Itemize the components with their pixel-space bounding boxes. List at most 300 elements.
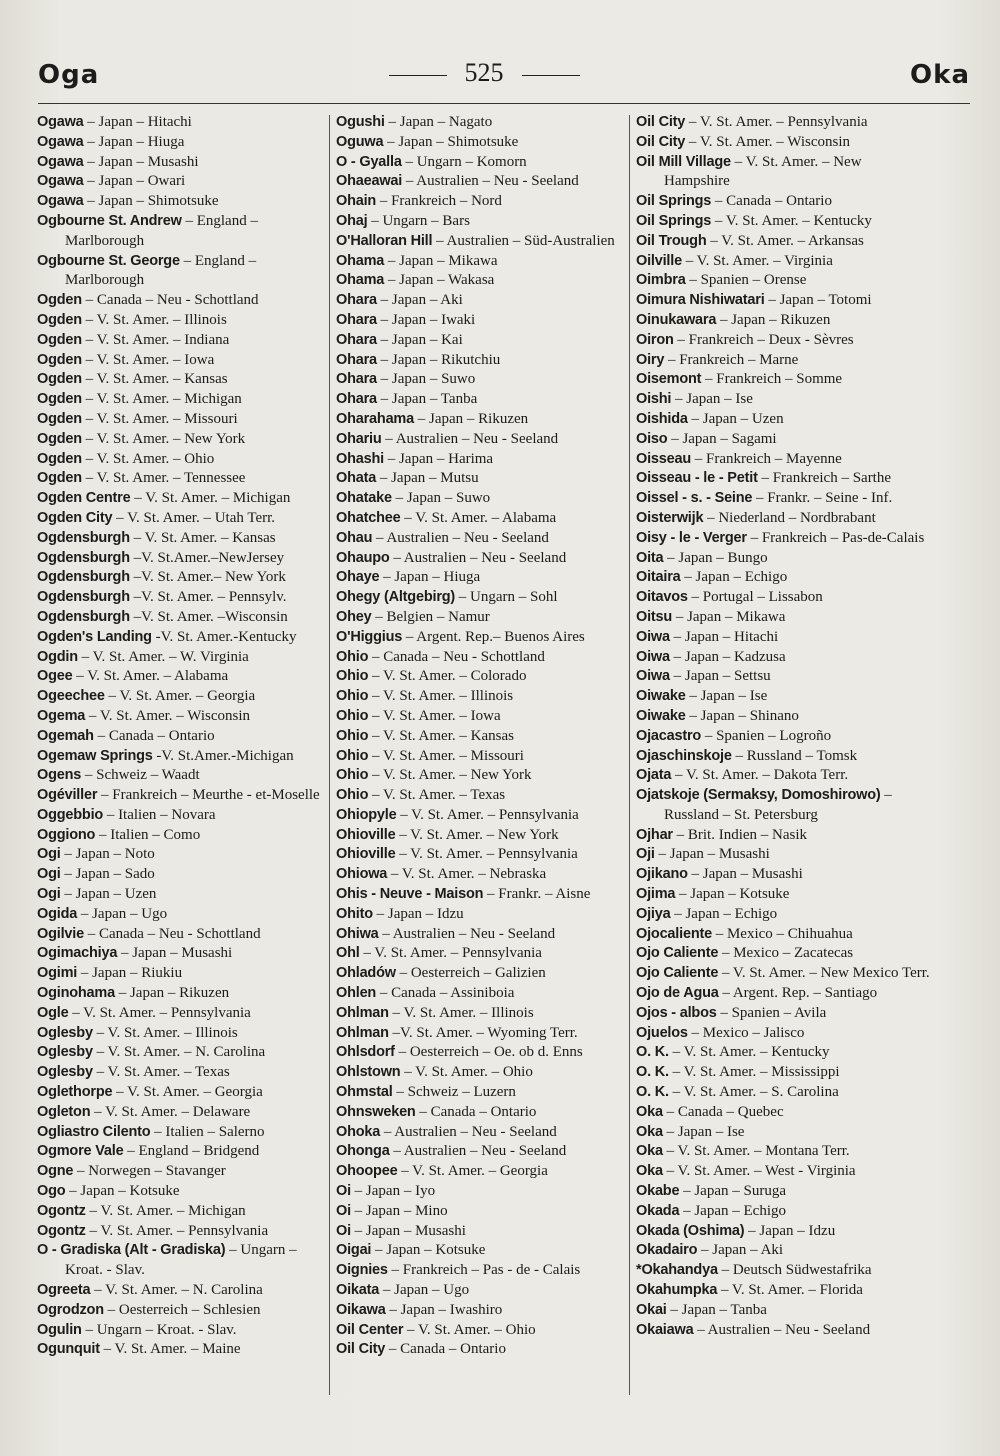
entry: [636, 252, 930, 272]
entry: [37, 1024, 329, 1044]
entry-name: Ogleton: [37, 1103, 91, 1120]
entry-name: *Okahandya: [636, 1262, 718, 1279]
entry: [37, 1340, 329, 1360]
entry-name: Ogontz: [37, 1202, 86, 1219]
entry: [636, 905, 930, 925]
entry-name: Ohaye: [336, 569, 380, 586]
entry-name: Ohis - Neuve - Maison: [336, 886, 484, 903]
entry-location: –V. St. Amer. –Wisconsin: [129, 608, 288, 625]
entry-location: – V. St. Amer. – Kansas: [368, 727, 514, 744]
entry: [636, 1222, 930, 1242]
entry-location: – Japan – Musashi: [83, 153, 199, 170]
entry-name: Ojocaliente: [636, 925, 712, 942]
entry: [636, 271, 930, 291]
entry-location: – V. St. Amer. – Pennsylvania: [685, 114, 868, 130]
entry: [37, 351, 329, 371]
entry-location: – Australien – Neu - Seeland: [389, 1143, 567, 1160]
entry: [336, 410, 628, 430]
entry: [336, 1281, 628, 1301]
entry: [37, 1004, 329, 1024]
entry-location: – Argent. Rep. – Santiago: [718, 985, 878, 1002]
entry-name: Oiwa: [636, 668, 670, 685]
entry-location: – V. St. Amer. – Georgia: [112, 1084, 263, 1101]
entry-name: Ogens: [37, 767, 82, 784]
entry: [336, 509, 628, 529]
entry-name: Oitaira: [636, 569, 681, 586]
entry: [37, 667, 329, 687]
entry: [336, 707, 628, 727]
entry-location: – Belgien – Namur: [371, 608, 490, 625]
entry-name: Oil City: [636, 133, 686, 150]
entry: [37, 845, 329, 865]
entry-name: Ohio: [336, 787, 369, 804]
entry: [636, 529, 930, 549]
entry: [37, 1103, 329, 1123]
entry: [636, 1281, 930, 1301]
entry-name: Ohlen: [336, 985, 377, 1002]
entry-location: – Japan – Iwaki: [376, 311, 476, 328]
entry-location: – Australien – Neu - Seeland: [389, 549, 567, 566]
entry-location: – V. St. Amer. – Alabama: [72, 668, 229, 685]
entry-location: – Australien – Neu - Seeland: [402, 173, 579, 190]
entry: [636, 549, 930, 569]
entry-name: Ojo Caliente: [636, 965, 719, 982]
entry-location: – Mexico – Chihuahua: [711, 925, 853, 942]
entry-name: Oglethorpe: [37, 1084, 113, 1101]
entry-location: – V. St. Amer. – Ohio: [81, 450, 215, 467]
entry: [336, 944, 628, 964]
entry-name: Ohara: [336, 371, 377, 388]
entry-location: –V. St. Amer.– New York: [129, 569, 286, 586]
entry-name: Ojuelos: [636, 1024, 688, 1041]
entry: [336, 1004, 628, 1024]
entry-name: Ogden: [37, 371, 82, 388]
entry-location: –V. St.Amer.–NewJersey: [129, 549, 285, 566]
entry: [336, 806, 628, 826]
entry: [37, 1222, 329, 1242]
entry-location: – Australien – Neu - Seeland: [380, 1123, 557, 1140]
entry: [336, 232, 628, 252]
entry: [336, 1261, 628, 1281]
entry: [636, 1103, 930, 1123]
entry-name: Ohama: [336, 252, 385, 269]
entry: [636, 1142, 930, 1162]
entry-name: Ogimachiya: [37, 945, 118, 962]
entry-name: Oginohama: [37, 985, 115, 1002]
entry-location: – Spanien – Avila: [716, 1004, 827, 1021]
entry: [37, 885, 329, 905]
entry-name: Ohiopyle: [336, 806, 397, 823]
entry-name: Oka: [636, 1103, 663, 1120]
entry-location: – Japan – Ugo: [77, 905, 168, 922]
entry-location: – Japan – Sagami: [667, 430, 777, 447]
entry-location: -V. St.Amer.-Michigan: [152, 747, 294, 764]
entry-name: Oita: [636, 549, 664, 566]
entry-name: Ohaupo: [336, 549, 390, 566]
page-header: [38, 58, 970, 98]
entry-name: Oharahama: [336, 410, 414, 427]
entry: [37, 984, 329, 1004]
entry-location: – V. St. Amer. – Maine: [99, 1341, 241, 1358]
entry-location: – V. St. Amer. – Utah Terr.: [112, 509, 276, 526]
entry-name: Oil Springs: [636, 212, 712, 229]
entry-name: Okadairo: [636, 1242, 698, 1259]
entry-name: Ogdensburgh: [37, 569, 130, 586]
entry-name: Ogema: [37, 707, 86, 724]
entry-name: Ojatskoje (Sermaksy, Domoshirowo): [636, 787, 881, 804]
entry-location: – V. St. Amer. – Michigan: [130, 490, 291, 507]
entry: [336, 1043, 628, 1063]
entry-name: Oiwake: [636, 707, 686, 724]
column-separator: [629, 115, 630, 1395]
entry-name: Ojata: [636, 767, 672, 784]
entry-location: -V. St. Amer.-Kentucky: [151, 628, 297, 645]
entry: [636, 311, 930, 331]
entry-location: – Schweiz – Waadt: [81, 767, 200, 784]
entry: [336, 351, 628, 371]
column-3: [636, 113, 930, 1340]
entry-name: Oikata: [336, 1282, 380, 1299]
entry-location: – Japan – Rikutchiu: [376, 351, 501, 368]
entry-location: – Japan – Musashi: [117, 945, 233, 962]
entry-name: Ohara: [336, 351, 377, 368]
entry-location: – England – Bridgend: [123, 1143, 260, 1160]
entry-name: Ogawa: [37, 114, 84, 130]
entry: [37, 568, 329, 588]
entry: [336, 865, 628, 885]
entry-name: Ogmore Vale: [37, 1143, 124, 1160]
entry-location: – V. St. Amer. – Mississippi: [668, 1064, 840, 1081]
entry: [336, 845, 628, 865]
entry-name: Ogi: [37, 866, 61, 883]
entry: [37, 370, 329, 390]
entry-name: Ohio: [336, 747, 369, 764]
entry-location: – Japan – Rikuzen: [114, 985, 230, 1002]
page-number-text: 525: [464, 58, 504, 87]
entry-location: – V. St. Amer. – Iowa: [81, 351, 215, 368]
entry-name: Ogbourne St. George: [37, 252, 180, 269]
entry-location: –V. St. Amer. – Wyoming Terr.: [388, 1024, 578, 1041]
entry: [37, 1321, 329, 1341]
entry-location: – Japan – Suwo: [391, 490, 491, 507]
entry-name: Okada (Oshima): [636, 1222, 745, 1239]
entry-name: Ogulin: [37, 1321, 82, 1338]
entry: [636, 450, 930, 470]
entry-location: – Japan – Kotsuke: [675, 886, 790, 903]
entry-name: Oiwake: [636, 688, 686, 705]
entry-name: Ogden: [37, 292, 82, 309]
entry: [636, 1162, 930, 1182]
entry-location: – Portugal – Lissabon: [687, 589, 823, 606]
entry-name: Ohariu: [336, 430, 382, 447]
entry-location: – Oesterreich – Schlesien: [103, 1301, 261, 1318]
entry-name: Oglesby: [37, 1044, 93, 1061]
entry-location: – Canada – Neu - Schottland: [81, 292, 259, 309]
entry: [37, 1301, 329, 1321]
entry-location: – V. St. Amer. – Georgia: [397, 1163, 548, 1180]
entry-name: O. K.: [636, 1064, 669, 1081]
entry-name: Ohlman: [336, 1004, 389, 1021]
entry: [636, 430, 930, 450]
entry: [636, 1043, 930, 1063]
entry-location: – Mexico – Jalisco: [687, 1024, 805, 1041]
entry: [336, 786, 628, 806]
entry-location: – V. St. Amer. – Texas: [92, 1064, 230, 1081]
entry-name: Ohl: [336, 945, 360, 962]
entry-location: – V. St. Amer. – Michigan: [81, 391, 242, 408]
entry-name: Ogliastro Cilento: [37, 1123, 151, 1140]
entry-location: – V. St. Amer. – Illinois: [388, 1004, 534, 1021]
entry-location: – Japan – Aki: [376, 292, 463, 309]
entry: [336, 1123, 628, 1143]
entry: [636, 232, 930, 252]
entry-name: Ogawa: [37, 173, 84, 190]
entry: [37, 133, 329, 153]
entry-name: Ogemah: [37, 727, 94, 744]
entry: [336, 212, 628, 232]
entry: [636, 113, 930, 133]
entry-name: Ogbourne St. Andrew: [37, 212, 182, 229]
entry-location: – V. St. Amer. – Pennsylvania: [395, 846, 578, 863]
entry-location: – Frankr. – Seine - Inf.: [752, 490, 893, 507]
entry: [636, 489, 930, 509]
entry-name: Oil Center: [336, 1321, 404, 1338]
entry-name: Ogee: [37, 668, 73, 685]
entry-location: – Italien – Como: [95, 826, 201, 843]
entry-location: – V. St. Amer. – New York: [368, 767, 532, 784]
entry: [37, 628, 329, 648]
entry-name: Ohara: [336, 311, 377, 328]
entry: [37, 153, 329, 173]
entry-name: Ohio: [336, 688, 369, 705]
entry-location: – Japan – Hitachi: [83, 114, 192, 130]
entry: [636, 291, 930, 311]
entry: [37, 766, 329, 786]
entry: [336, 271, 628, 291]
entry: [336, 984, 628, 1004]
entry-location: – Japan – Noto: [60, 846, 155, 863]
entry: [636, 628, 930, 648]
entry-name: Oi: [336, 1202, 351, 1219]
entry: [336, 370, 628, 390]
entry: [636, 1321, 930, 1341]
entry: [336, 390, 628, 410]
entry: [336, 133, 628, 153]
entry-location: – Canada – Neu - Schottland: [368, 648, 545, 665]
entry-location: – Russland – St. Petersburg: [664, 787, 892, 823]
entry: [336, 727, 628, 747]
entry: [636, 786, 930, 826]
entry-location: – V. St. Amer. – Colorado: [368, 668, 527, 685]
entry: [37, 826, 329, 846]
entry: [336, 549, 628, 569]
entry-location: – Canada – Quebec: [662, 1103, 784, 1120]
entry-location: – Canada – Ontario: [711, 193, 832, 210]
entry-location: – Ungarn – Sohl: [455, 589, 558, 606]
entry: [336, 192, 628, 212]
entry-location: – V. St. Amer. – Illinois: [92, 1024, 238, 1041]
entry-name: Ohioville: [336, 826, 396, 843]
entry: [37, 390, 329, 410]
entry: [336, 291, 628, 311]
entry: [37, 549, 329, 569]
entry-name: Oisterwijk: [636, 509, 704, 526]
entry: [636, 192, 930, 212]
entry-location: – Russland – Tomsk: [731, 747, 858, 764]
entry: [336, 1222, 628, 1242]
entry-name: Ojikano: [636, 866, 688, 883]
entry-name: Ohegy (Altgebirg): [336, 589, 456, 606]
entry-name: Ohlsdorf: [336, 1044, 395, 1061]
entry-name: Oji: [636, 846, 655, 863]
header-left-guide-word: Oga: [38, 60, 100, 90]
entry: [37, 1162, 329, 1182]
entry-name: Oisseau - le - Petit: [636, 470, 758, 487]
entry: [37, 509, 329, 529]
entry-location: – Australien – Neu - Seeland: [693, 1321, 871, 1338]
entry-location: – Brit. Indien – Nasik: [672, 826, 808, 843]
entry-location: – Schweiz – Luzern: [392, 1084, 516, 1101]
entry-name: Oglesby: [37, 1064, 93, 1081]
entry-location: – Japan – Shinano: [685, 707, 799, 724]
entry-name: Ohey: [336, 608, 372, 625]
entry-location: – Japan – Wakasa: [384, 272, 495, 289]
entry-name: Ohio: [336, 707, 369, 724]
entry-location: – Spanien – Logroño: [701, 727, 832, 744]
entry: [636, 944, 930, 964]
entry-location: – Australien – Neu - Seeland: [378, 925, 556, 942]
entry: [636, 1024, 930, 1044]
page-number: [38, 58, 930, 88]
entry-name: Ohioville: [336, 846, 396, 863]
entry-location: – Japan – Settsu: [669, 668, 771, 685]
entry-location: – Japan – Musashi: [654, 846, 770, 863]
entry: [37, 925, 329, 945]
entry: [37, 687, 329, 707]
entry-location: – V. St. Amer. – Florida: [717, 1282, 863, 1299]
entry-name: Oka: [636, 1163, 663, 1180]
entry-location: – V. St. Amer. – N. Carolina: [90, 1282, 263, 1299]
entry-location: – Norwegen – Stavanger: [73, 1163, 226, 1180]
entry-name: Oiwa: [636, 648, 670, 665]
entry: [37, 905, 329, 925]
header-right-guide-word: Oka: [910, 60, 970, 90]
entry-name: Ogemaw Springs: [37, 747, 153, 764]
entry: [636, 865, 930, 885]
entry: [636, 133, 930, 153]
entry-location: – Frankreich – Pas-de-Calais: [746, 529, 925, 546]
entry: [336, 489, 628, 509]
entry-location: – V. St. Amer. – Michigan: [85, 1202, 246, 1219]
entry-name: Oiwa: [636, 628, 670, 645]
entry-name: Oil City: [636, 114, 686, 130]
entry-location: – Japan – Shimotsuke: [383, 133, 519, 150]
header-rule: [38, 103, 970, 104]
entry: [336, 608, 628, 628]
entry-location: – V. St. Amer. – N. Carolina: [92, 1044, 266, 1061]
entry: [336, 925, 628, 945]
entry-location: – Japan – Ise: [662, 1123, 745, 1140]
entry-location: – V. St. Amer. – Virginia: [681, 252, 833, 269]
entry-location: – Japan – Totomi: [764, 292, 872, 309]
entry-name: Ogdensburgh: [37, 529, 130, 546]
entry-name: Oil Springs: [636, 193, 712, 210]
entry: [636, 1241, 930, 1261]
entry-location: – V. St. Amer. – Illinois: [81, 311, 227, 328]
entry-location: – V. St. Amer. – New York: [395, 826, 559, 843]
entry-name: Ohata: [336, 470, 377, 487]
entry-location: – Japan – Tanba: [666, 1301, 767, 1318]
entry-location: – Japan – Iwashiro: [385, 1301, 503, 1318]
entry: [636, 469, 930, 489]
entry-location: – Oesterreich – Galizien: [395, 965, 546, 982]
entry-location: – V. St. Amer. – Missouri: [81, 410, 238, 427]
entry: [636, 1083, 930, 1103]
entry: [636, 727, 930, 747]
entry: [336, 1182, 628, 1202]
entry-name: Oka: [636, 1123, 663, 1140]
entry: [336, 1241, 628, 1261]
entry-location: – V. St. Amer. – Arkansas: [706, 232, 864, 249]
entry-location: – Frankreich – Marne: [664, 351, 799, 368]
entry: [336, 588, 628, 608]
entry: [636, 370, 930, 390]
entry: [636, 766, 930, 786]
entry-name: Ojima: [636, 886, 676, 903]
entry-name: Ogdensburgh: [37, 589, 130, 606]
entry-location: – V. St. Amer. – Tennessee: [81, 470, 246, 487]
entry: [336, 311, 628, 331]
entry-name: Ogawa: [37, 193, 84, 210]
entry-name: Ogushi: [336, 114, 385, 130]
entry-name: Ogo: [37, 1183, 66, 1200]
entry-location: – V. St. Amer. – Indiana: [81, 331, 230, 348]
entry-name: Oil City: [336, 1341, 386, 1358]
entry: [336, 430, 628, 450]
entry: [336, 885, 628, 905]
entry-name: Ojacastro: [636, 727, 702, 744]
entry-name: Ohonga: [336, 1143, 390, 1160]
entry-location: – Japan – Suwo: [376, 371, 476, 388]
entry: [336, 1202, 628, 1222]
entry-location: – V. St. Amer. – New York: [81, 430, 246, 447]
column-2: [336, 113, 628, 1360]
entry: [37, 806, 329, 826]
entry-location: – V. St. Amer. – Missouri: [368, 747, 524, 764]
entry: [336, 628, 628, 648]
entry: [636, 351, 930, 371]
entry-location: – Japan – Mikawa: [672, 608, 786, 625]
entry-location: – Canada – Ontario: [93, 727, 215, 744]
entry-name: Oiron: [636, 331, 674, 348]
entry-name: Ohlstown: [336, 1064, 401, 1081]
entry: [636, 747, 930, 767]
entry-location: – Japan – Ugo: [379, 1282, 470, 1299]
entry-name: Ogden City: [37, 509, 113, 526]
entry-location: – V. St. Amer. – Delaware: [90, 1103, 251, 1120]
entry-location: – V. St. Amer. – Ohio: [403, 1321, 536, 1338]
entry-location: – Argent. Rep.– Buenos Aires: [402, 628, 585, 645]
entry-name: Ohio: [336, 648, 369, 665]
entry-name: Ogne: [37, 1163, 74, 1180]
entry-name: Oimura Nishiwatari: [636, 292, 765, 309]
entry-name: Oishi: [636, 391, 672, 408]
entry-name: Ogéviller: [37, 787, 98, 804]
entry-name: Ohio: [336, 668, 369, 685]
entry: [336, 687, 628, 707]
entry-location: – Frankreich – Meurthe - et-Moselle: [97, 787, 320, 804]
entry: [336, 964, 628, 984]
